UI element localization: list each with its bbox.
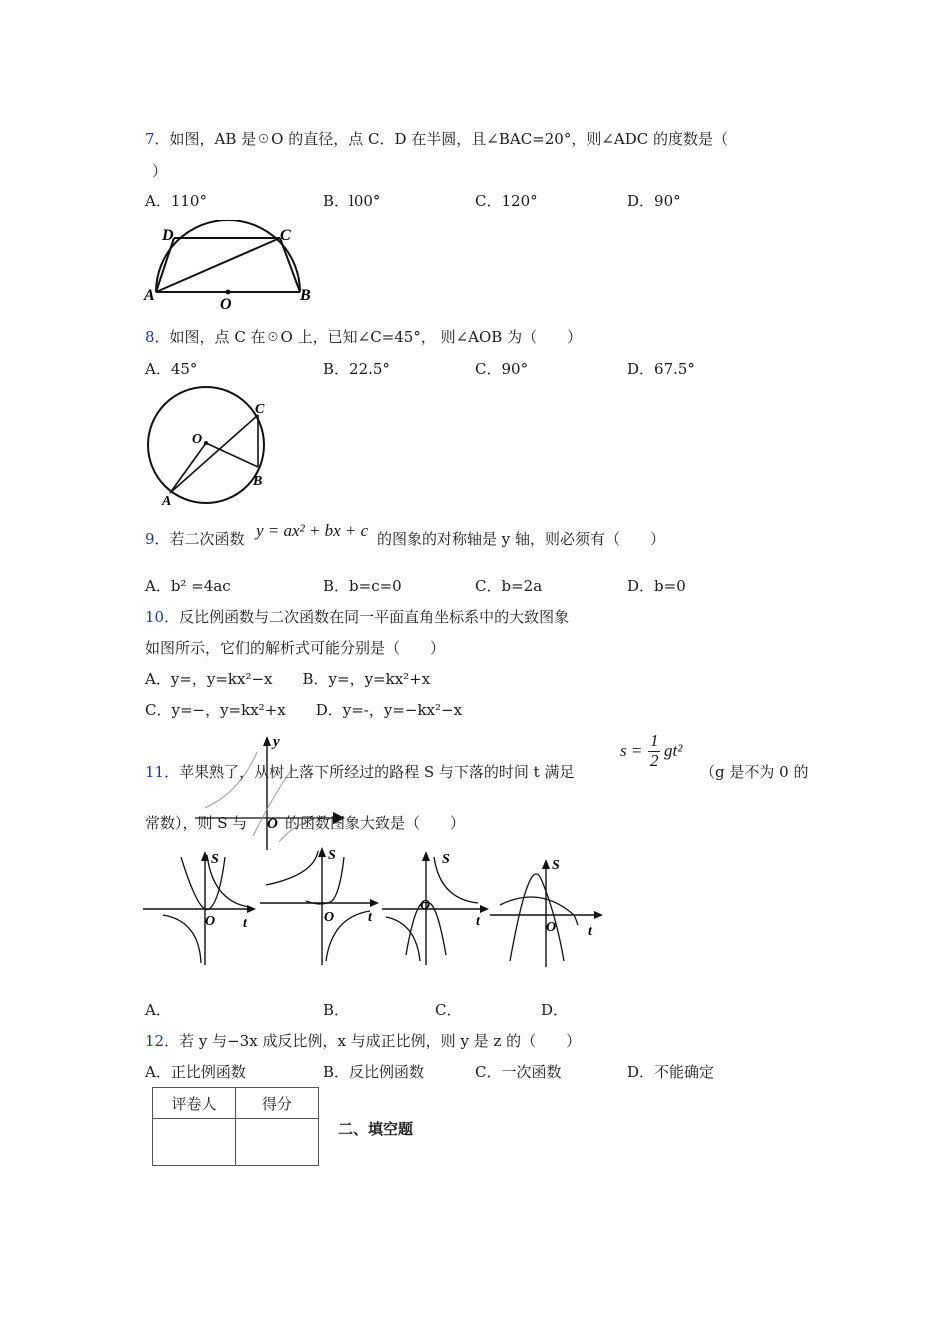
score-table-grader-cell[interactable] <box>153 1119 236 1166</box>
q7-option-b: B．l00° <box>323 192 381 210</box>
q12-option-c: C．一次函数 <box>475 1063 562 1081</box>
q7-label-a: A <box>144 287 155 304</box>
q11-graph-d <box>490 855 606 970</box>
q11-graph-d-label-t: t <box>588 924 592 939</box>
q7-label-o: O <box>220 296 232 312</box>
q11-line2-text: 常数），则 S 与 <box>145 814 248 832</box>
q11-option-a: A． <box>145 1001 171 1019</box>
q7-option-c: C．120° <box>475 192 538 210</box>
q11-line2-end: 的函数图象大致是（ ） <box>285 814 466 832</box>
q7-stem <box>145 128 728 149</box>
q11-formula-lhs: s = <box>620 741 643 760</box>
q11-graph-c-label-o: O <box>420 898 431 913</box>
q9-stem-after: 的图象的对称轴是 y 轴，则必须有（ ） <box>377 530 666 548</box>
q10-line1 <box>145 606 569 627</box>
q7-number: 7 <box>145 130 155 148</box>
q8-option-d: D．67.5° <box>627 360 695 378</box>
q11-graph-b-label-s: S <box>328 848 336 863</box>
q10-graph-label-o: O <box>267 816 278 832</box>
q7-semicircle-figure <box>140 220 320 312</box>
q9-option-a: A．b² =4ac <box>145 577 231 595</box>
q11-graph-a-label-s: S <box>211 852 219 867</box>
q7-stem-end: ） <box>152 162 168 180</box>
q12-option-a: A．正比例函数 <box>145 1063 246 1081</box>
q8-stem <box>145 326 582 347</box>
q11-formula-denominator: 2 <box>650 751 659 770</box>
q7-label-c: C <box>280 227 291 244</box>
q12-stem <box>145 1030 581 1051</box>
q11-formula-rhs: gt² <box>664 741 683 760</box>
q10-number: 10 <box>145 608 165 626</box>
q11-formula-numerator: 1 <box>650 731 659 750</box>
q11-graph-d-label-o: O <box>546 920 557 935</box>
q8-circle-figure <box>140 385 280 510</box>
q11-graph-c-label-t: t <box>476 914 480 929</box>
q11-number: 11 <box>145 763 165 781</box>
q12-option-d: D．不能确定 <box>627 1063 715 1081</box>
q11-line2 <box>145 812 247 833</box>
q11-graph-c <box>382 845 492 970</box>
q8-stem-text: ．如图，点 C 在☉O 上，已知∠C=45°， 则∠AOB 为（ ） <box>154 328 583 346</box>
q11-option-d: D． <box>541 1001 569 1019</box>
q9-option-d: D．b=0 <box>627 577 686 595</box>
q11-graph-c-label-s: S <box>442 852 450 867</box>
score-table-score-header: 得分 <box>236 1088 319 1119</box>
q8-option-b: B．22.5° <box>323 360 390 378</box>
q10-graph <box>195 732 355 852</box>
q11-stem-after: （g 是不为 0 的 <box>700 763 809 781</box>
q8-label-a: A <box>162 494 172 509</box>
q7-stem-text: ．如图，AB 是☉O 的直径，点 C．D 在半圆，且∠BAC=20°，则∠ADC 的度数是（ <box>154 130 729 148</box>
q12-stem-text: ．若 y 与−3x 成反比例，x 与成正比例，则 y 是 z 的（ ） <box>164 1032 582 1050</box>
q8-option-c: C．90° <box>475 360 529 378</box>
q8-label-b: B <box>253 474 263 489</box>
score-table-score-cell[interactable] <box>236 1119 319 1166</box>
q7-label-b: B <box>300 287 311 304</box>
q11-stem <box>145 761 574 782</box>
q11-option-c: C． <box>435 1001 462 1019</box>
score-table-grader-header: 评卷人 <box>153 1088 236 1119</box>
q11-graph-a-label-o: O <box>205 914 216 929</box>
score-table <box>152 1087 319 1166</box>
q11-graph-b-label-o: O <box>324 910 335 925</box>
q9-number: 9 <box>145 530 155 548</box>
q10-line1-text: ．反比例函数与二次函数在同一平面直角坐标系中的大致图象 <box>164 608 570 626</box>
q8-label-o: O <box>192 432 203 447</box>
q8-number: 8 <box>145 328 155 346</box>
q9-option-c: C．b=2a <box>475 577 543 595</box>
q11-graph-a <box>143 845 261 970</box>
q11-stem-before: ．苹果熟了，从树上落下所经过的路程 S 与下落的时间 t 满足 <box>164 763 575 781</box>
q11-option-b: B． <box>323 1001 350 1019</box>
q10-options-row1: A．y=，y=kx²−x B．y=，y=kx²+x <box>145 670 431 688</box>
section-title: 二、填空题 <box>338 1120 414 1138</box>
q10-line2: 如图所示，它们的解析式可能分别是（ ） <box>145 639 446 657</box>
q8-option-a: A．45° <box>145 360 198 378</box>
q8-label-c: C <box>255 402 265 417</box>
q9-stem <box>145 528 245 549</box>
q9-option-b: B．b=c=0 <box>323 577 402 595</box>
q11-graph-d-label-s: S <box>552 858 560 873</box>
q7-option-a: A．110° <box>145 192 207 210</box>
q11-graph-a-label-t: t <box>243 916 247 931</box>
q9-formula: y = ax² + bx + c <box>256 521 369 540</box>
q7-label-d: D <box>162 227 174 244</box>
q10-graph-label-y: y <box>273 734 280 750</box>
q9-stem-before: ．若二次函数 <box>154 530 245 548</box>
q11-graph-b-label-t: t <box>368 910 372 925</box>
q10-options-row2: C．y=−，y=kx²+x D．y=-，y=−kx²−x <box>145 701 463 719</box>
q12-number: 12 <box>145 1032 165 1050</box>
q11-graph-b <box>260 845 382 970</box>
q12-option-b: B．反比例函数 <box>323 1063 425 1081</box>
q7-option-d: D．90° <box>627 192 681 210</box>
